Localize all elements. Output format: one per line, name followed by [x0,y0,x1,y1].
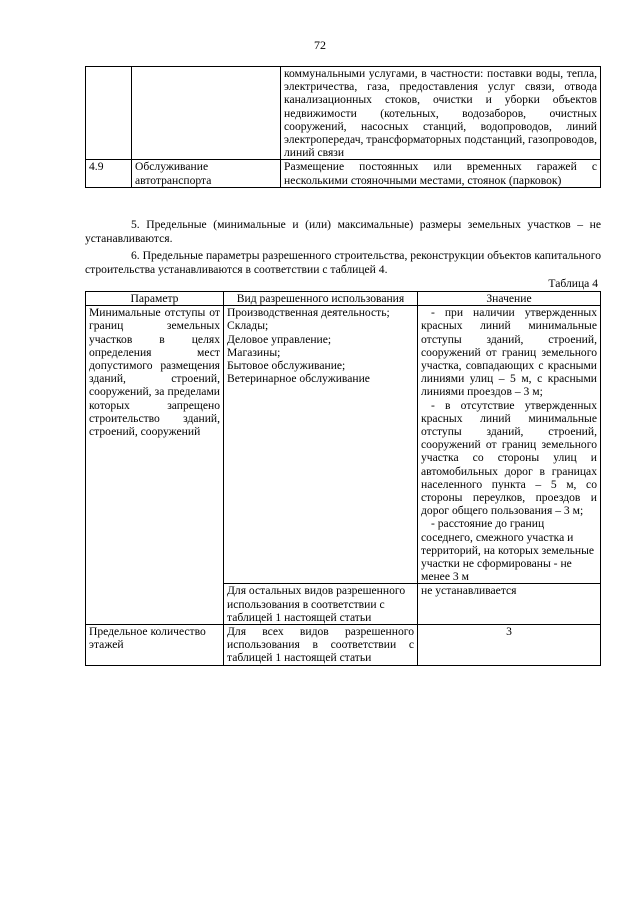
row-number: 4.9 [86,160,132,187]
list-item: Магазины; [227,345,281,359]
use-other: Для остальных видов разрешенного использования в соответствии с таблицей 1 настоящей статьи [224,584,418,625]
value-text: - при наличии утвержденных красных линий минимальные отступы зданий, строений, сооружений от границ земельного участка, совпадающих с красными линиями улиц – 5 м, с красными линиями проездов – 3 м; [421,306,597,399]
list-item: Ветеринарное обслуживание [227,372,370,386]
page-number: 72 [314,38,326,52]
value-cell [418,306,601,584]
list-item: Деловое управление; [227,332,332,346]
parameter-setbacks: Минимальные отступы от границ земельных участков в целях определения мест допустимого размещения зданий, строений, сооружений, за пределами которых запрещено строительство зданий, строений, сооружений [86,306,224,625]
table-row [86,160,601,187]
table-row [86,306,601,584]
use-all: Для всех видов разрешенного использования в соответствии с таблицей 1 настоящей статьи [224,625,418,666]
value-cell: 3 [418,625,601,666]
value-cell: не устанавливается [418,584,601,625]
table-header-row [86,292,601,306]
value-text: - в отсутствие утвержденных красных линий минимальные отступы зданий, строений, сооружений от границ земельного участка со стороны улиц и автомобильных дорог в границах населенного пункта – 5 м, со стороны переулков, проездов и дорог общего пользования – 3 м; [421,398,597,518]
list-item: Производственная деятельность; [227,306,390,320]
paragraph-5: 5. Предельные (минимальные и (или) максимальные) размеры земельных участков – не устанавливаются. [85,218,601,245]
parameter-floors: Предельное количество этажей [86,625,224,666]
parameters-table [85,291,601,666]
use-list [224,306,418,584]
table-label: Таблица 4 [548,277,598,290]
land-use-table-continuation [85,66,601,188]
use-description: Размещение постоянных или временных гаражей с несколькими стояночными местами, стоянок (парковок) [281,160,601,187]
table-row [86,625,601,666]
row-number [86,67,132,160]
header-parameter: Параметр [86,292,224,306]
paragraph-6: 6. Предельные параметры разрешенного строительства, реконструкции объектов капитального строительства устанавливаются в соответствии с таблицей 4. [85,249,601,276]
use-name [132,67,281,160]
use-description: коммунальными услугами, в частности: поставки воды, тепла, электричества, газа, предоставления услуг связи, отвода канализационных стоков, очистки и уборки объектов недвижимости (котельных, водозаборов, очистных сооружений, насосных станций, водопроводов, линий электропередач, трансформаторных подстанций, газопроводов, линий связи [281,67,601,160]
header-use: Вид разрешенного использования [224,292,418,306]
header-value: Значение [418,292,601,306]
list-item: Склады; [227,319,269,333]
value-text: - расстояние до границ соседнего, смежного участка и территорий, на которых земельные участки не сформированы - не менее 3 м [421,517,595,584]
use-name: Обслуживание автотранспорта [132,160,281,187]
table-row [86,67,601,160]
list-item: Бытовое обслуживание; [227,359,346,373]
